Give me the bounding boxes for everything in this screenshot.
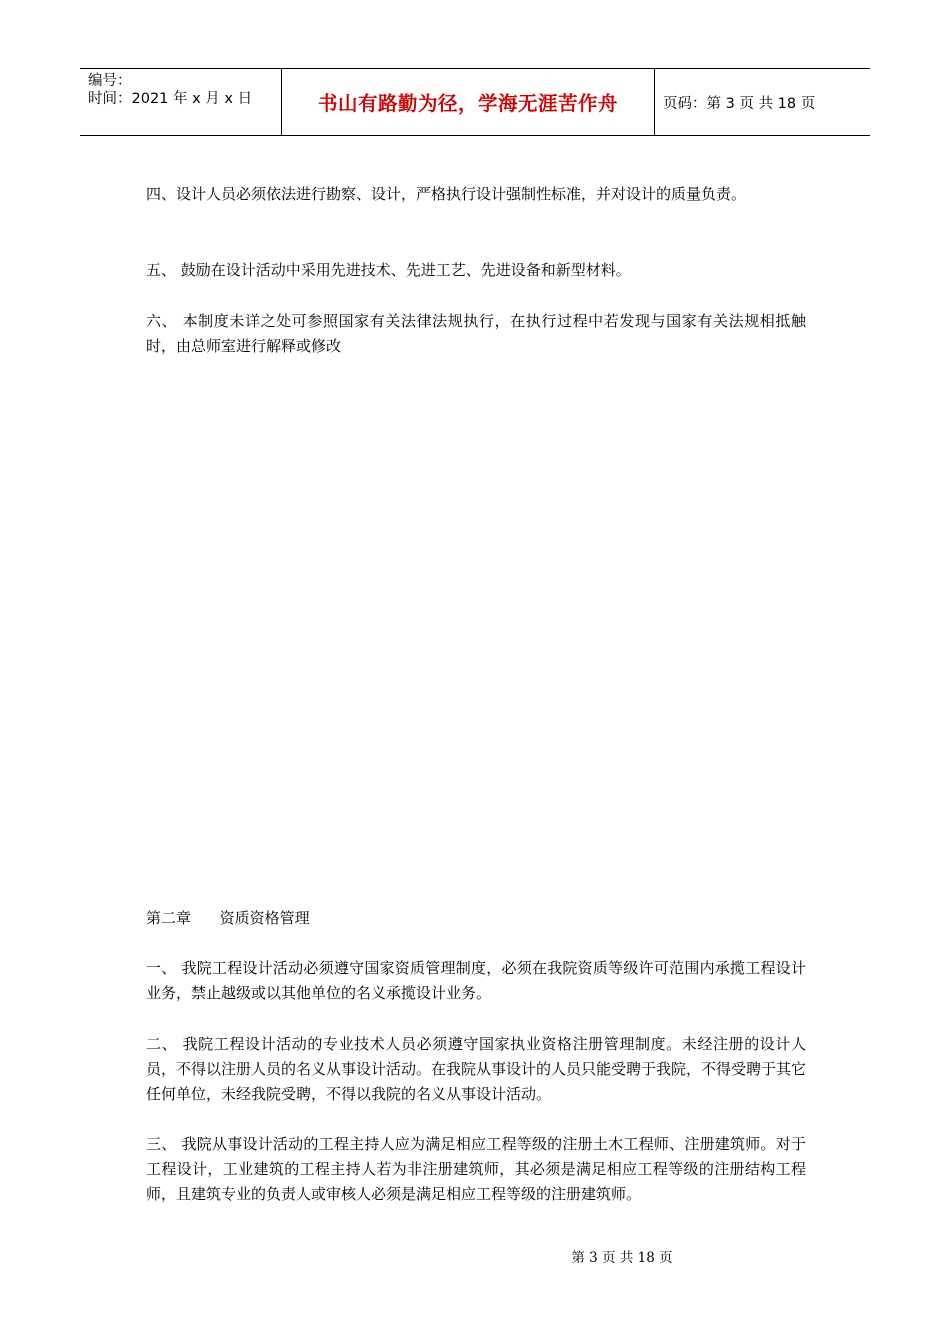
paragraph-4: 四、设计人员必须依法进行勘察、设计，严格执行设计强制性标准，并对设计的质量负责。 [146, 185, 747, 203]
paragraph-5: 五、 鼓励在设计活动中采用先进技术、先进工艺、先进设备和新型材料。 [146, 261, 631, 279]
chapter-title: 第二章 资质资格管理 [146, 909, 310, 927]
header-meta [80, 69, 281, 135]
chapter2-paragraph-1: 一、 我院工程设计活动必须遵守国家资质管理制度，必须在我院资质等级许可范围内承揽工程设计业务，禁止越级或以其他单位的名义承揽设计业务。 [146, 959, 806, 1002]
chapter2-paragraph-2: 二、 我院工程设计活动的专业技术人员必须遵守国家执业资格注册管理制度。未经注册的设计人员，不得以注册人员的名义从事设计活动。在我院从事设计的人员只能受聘于我院，不得受聘于其它任何单位，未经我院受聘，不得以我院的名义从事设计活动。 [146, 1035, 807, 1103]
page-header [80, 68, 870, 136]
header-slogan: 书山有路勤为径，学海无涯苦作舟 [281, 69, 655, 135]
chapter2-paragraph-3: 三、 我院从事设计活动的工程主持人应为满足相应工程等级的注册土木工程师、注册建筑师。对于工程设计，工业建筑的工程主持人若为非注册建筑师，其必须是满足相应工程等级的注册结构工程师，且建筑专业的负责人或审核人必须是满足相应工程等级的注册建筑师。 [146, 1135, 806, 1203]
footer-page-number: 第 3 页 共 18 页 [571, 1250, 673, 1266]
document-number-label: 编号： [88, 73, 132, 89]
header-page-info: 页码：第 3 页 共 18 页 [663, 95, 816, 112]
page-footer [0, 1246, 950, 1266]
document-time-label: 时间：2021 年 x 月 x 日 [88, 91, 253, 107]
paragraph-6: 六、 本制度未详之处可参照国家有关法律法规执行，在执行过程中若发现与国家有关法规相抵触时，由总师室进行解释或修改 [146, 312, 806, 355]
